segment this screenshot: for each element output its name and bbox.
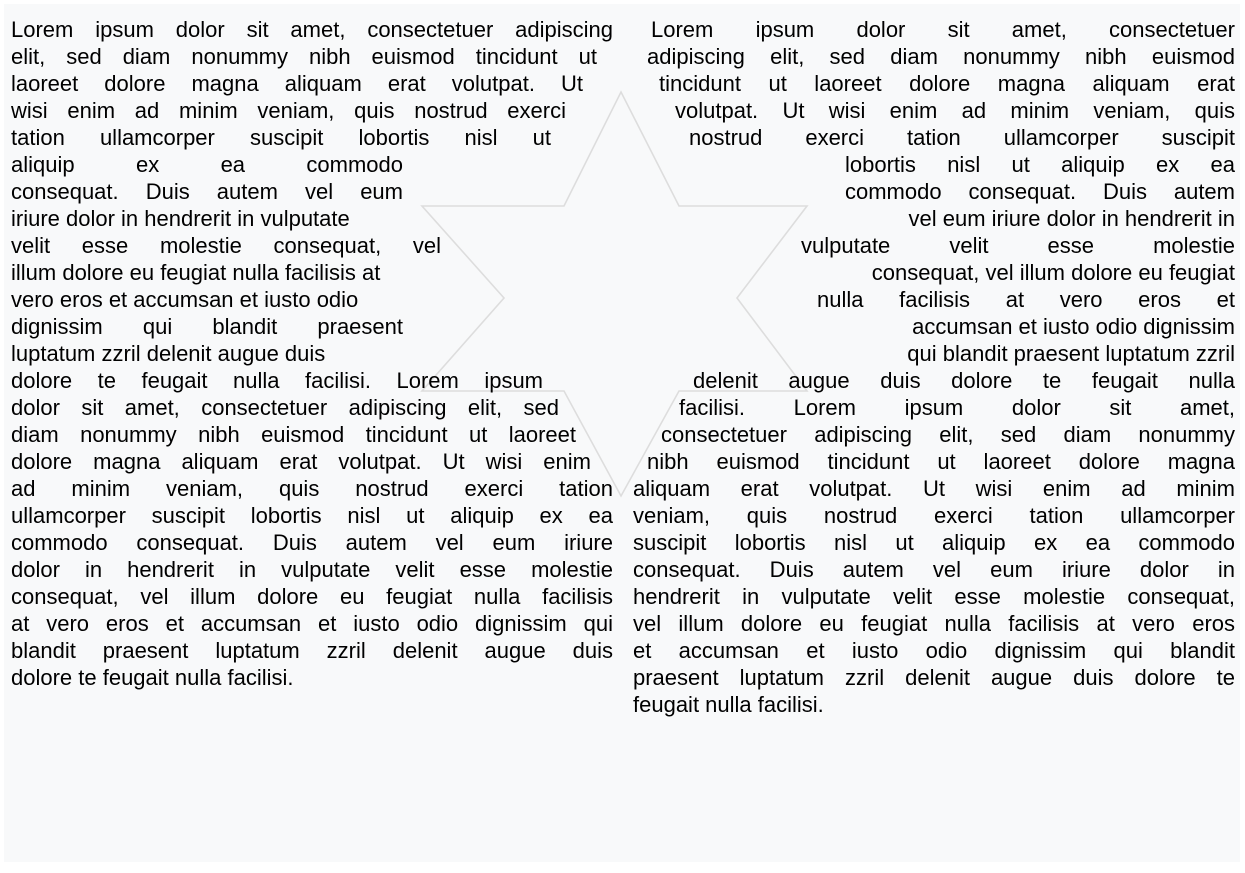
right-column-line-8: vel eum iriure dolor in hendrerit in [908, 206, 1235, 231]
right-column-line-12: accumsan et iusto odio dignissim [912, 314, 1235, 339]
right-column-line-23: vel illum dolore eu feugiat nulla facilisis at vero eros [633, 611, 1235, 636]
right-column-line-7: commodo consequat. Duis autem [845, 179, 1235, 204]
left-column-line-24: blandit praesent luptatum zzril delenit augue duis [11, 638, 613, 663]
left-column-line-6: aliquip ex ea commodo [11, 152, 403, 177]
right-column-line-18: aliquam erat volutpat. Ut wisi enim ad minim [633, 476, 1235, 501]
left-column-line-25: dolore te feugait nulla facilisi. [11, 665, 294, 690]
right-column-line-21: consequat. Duis autem vel eum iriure dolor in [633, 557, 1235, 582]
left-column-line-5: tation ullamcorper suscipit lobortis nisl ut [11, 125, 551, 150]
left-column-line-9: velit esse molestie consequat, vel [11, 233, 441, 258]
left-column-line-17: dolore magna aliquam erat volutpat. Ut wisi enim [11, 449, 591, 474]
right-column-line-2: adipiscing elit, sed diam nonummy nibh euismod [647, 44, 1235, 69]
right-column-line-3: tincidunt ut laoreet dolore magna aliquam erat [659, 71, 1235, 96]
left-column-line-21: dolor in hendrerit in vulputate velit esse molestie [11, 557, 613, 582]
right-column-line-19: veniam, quis nostrud exerci tation ullamcorper [633, 503, 1235, 528]
right-column-line-15: facilisi. Lorem ipsum dolor sit amet, [679, 395, 1235, 420]
left-column-line-16: diam nonummy nibh euismod tincidunt ut laoreet [11, 422, 576, 447]
right-column-line-1: Lorem ipsum dolor sit amet, consectetuer [651, 17, 1235, 42]
left-column-line-14: dolore te feugait nulla facilisi. Lorem ipsum [11, 368, 543, 393]
left-column-line-12: dignissim qui blandit praesent [11, 314, 403, 339]
right-column-line-10: consequat, vel illum dolore eu feugiat [871, 260, 1235, 285]
left-column-line-20: commodo consequat. Duis autem vel eum iriure [11, 530, 613, 555]
right-column-line-26: feugait nulla facilisi. [633, 692, 824, 717]
left-column-line-15: dolor sit amet, consectetuer adipiscing elit, sed [11, 395, 559, 420]
left-column-line-22: consequat, vel illum dolore eu feugiat nulla facilisis [11, 584, 613, 609]
right-column-line-4: volutpat. Ut wisi enim ad minim veniam, quis [675, 98, 1235, 123]
right-column-line-22: hendrerit in vulputate velit esse molestie consequat, [633, 584, 1235, 609]
left-column-line-7: consequat. Duis autem vel eum [11, 179, 403, 204]
left-column-line-18: ad minim veniam, quis nostrud exerci tation [11, 476, 613, 501]
right-column-line-5: nostrud exerci tation ullamcorper suscipit [689, 125, 1235, 150]
left-column-line-11: vero eros et accumsan et iusto odio [11, 287, 359, 312]
document-page [4, 4, 1240, 862]
right-column-line-13: qui blandit praesent luptatum zzril [907, 341, 1235, 366]
left-column-line-19: ullamcorper suscipit lobortis nisl ut aliquip ex ea [11, 503, 613, 528]
right-column-line-6: lobortis nisl ut aliquip ex ea [845, 152, 1235, 177]
left-column-line-4: wisi enim ad minim veniam, quis nostrud exerci [11, 98, 566, 123]
right-column-line-11: nulla facilisis at vero eros et [817, 287, 1235, 312]
right-column-line-16: consectetuer adipiscing elit, sed diam nonummy [661, 422, 1235, 447]
left-column-line-23: at vero eros et accumsan et iusto odio dignissim qui [11, 611, 613, 636]
right-column-line-20: suscipit lobortis nisl ut aliquip ex ea commodo [633, 530, 1235, 555]
right-column-line-9: vulputate velit esse molestie [801, 233, 1235, 258]
left-column-line-8: iriure dolor in hendrerit in vulputate [11, 206, 350, 231]
right-column-line-17: nibh euismod tincidunt ut laoreet dolore magna [647, 449, 1235, 474]
left-column-line-1: Lorem ipsum dolor sit amet, consectetuer adipiscing [11, 17, 613, 42]
left-column-line-10: illum dolore eu feugiat nulla facilisis at [11, 260, 381, 285]
right-column-line-14: delenit augue duis dolore te feugait nulla [693, 368, 1235, 393]
left-column-line-3: laoreet dolore magna aliquam erat volutpat. Ut [11, 71, 583, 96]
left-column-line-13: luptatum zzril delenit augue duis [11, 341, 326, 366]
right-column-line-24: et accumsan et iusto odio dignissim qui blandit [633, 638, 1235, 663]
right-column-line-25: praesent luptatum zzril delenit augue duis dolore te [633, 665, 1235, 690]
left-column-line-2: elit, sed diam nonummy nibh euismod tincidunt ut [11, 44, 597, 69]
